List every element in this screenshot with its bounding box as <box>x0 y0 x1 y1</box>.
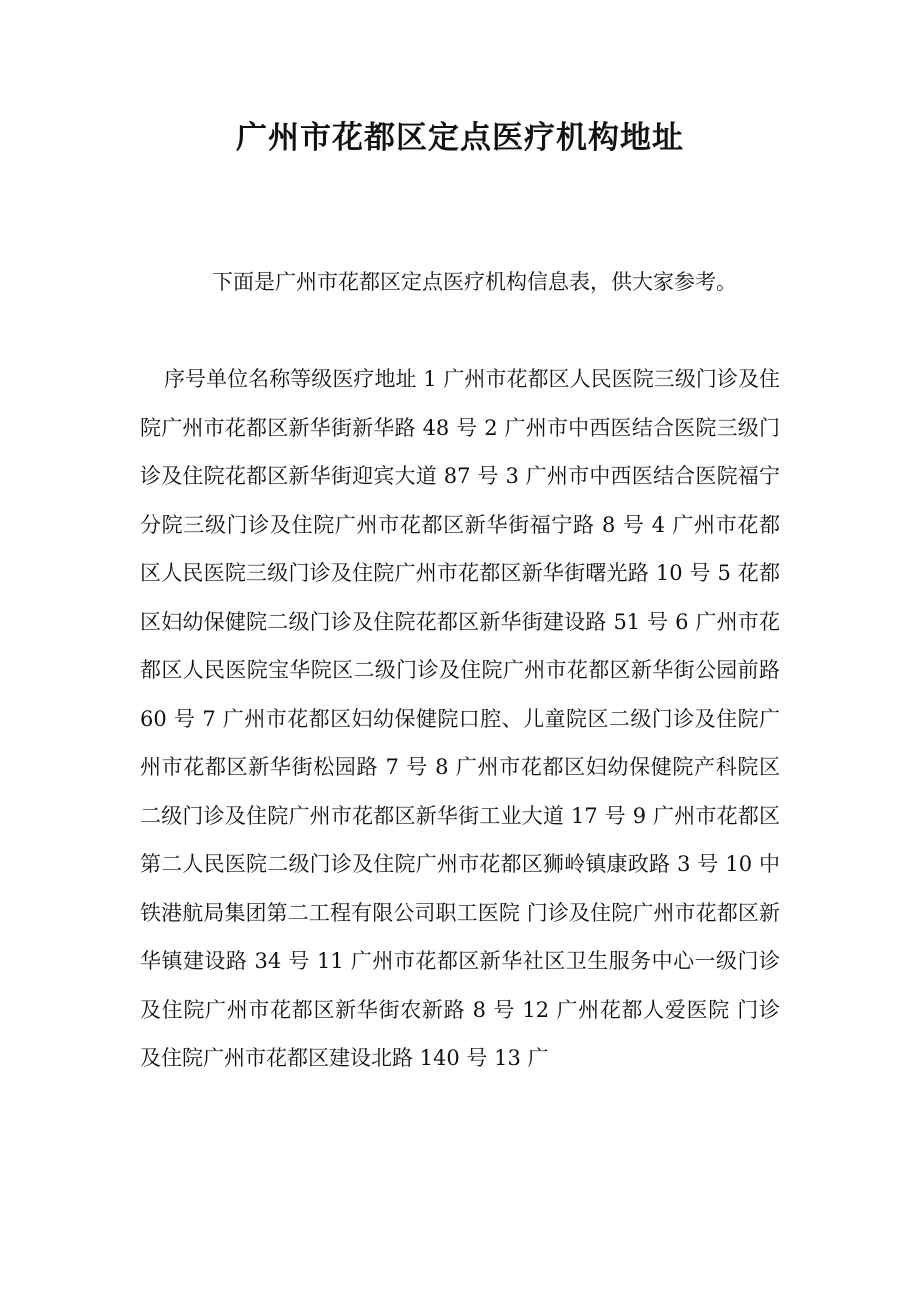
document-title: 广州市花都区定点医疗机构地址 <box>236 120 684 156</box>
institution-list-paragraph: 序号单位名称等级医疗地址 1 广州市花都区人民医院三级门诊及住院广州市花都区新华街新华路 48 号 2 广州市中西医结合医院三级门诊及住院花都区新华街迎宾大道 87 号 3 广州市中西医结合医院福宁分院三级门诊及住院广州市花都区新华街福宁路 8 号 4 广州市花都区人民医院三级门诊及住院广州市花都区新华街曙光路 10 号 5 花都区妇幼保健院二级门诊及住院花都区新华街建设路 51 号 6 广州市花都区人民医院宝华院区二级门诊及住院广州市花都区新华街公园前路 60 号 7 广州市花都区妇幼保健院口腔、儿童院区二级门诊及住院广州市花都区新华街松园路 7 号 8 广州市花都区妇幼保健院产科院区二级门诊及住院广州市花都区新华街工业大道 17 号 9 广州市花都区第二人民医院二级门诊及住院广州市花都区狮岭镇康政路 3 号 10 中铁港航局集团第二工程有限公司职工医院 门诊及住院广州市花都区新华镇建设路 34 号 11 广州市花都区新华社区卫生服务中心一级门诊及住院广州市花都区新华街农新路 8 号 12 广州花都人爱医院 门诊及住院广州市花都区建设北路 140 号 13 广 <box>140 367 780 1070</box>
intro-paragraph: 下面是广州市花都区定点医疗机构信息表，供大家参考。 <box>212 270 737 294</box>
